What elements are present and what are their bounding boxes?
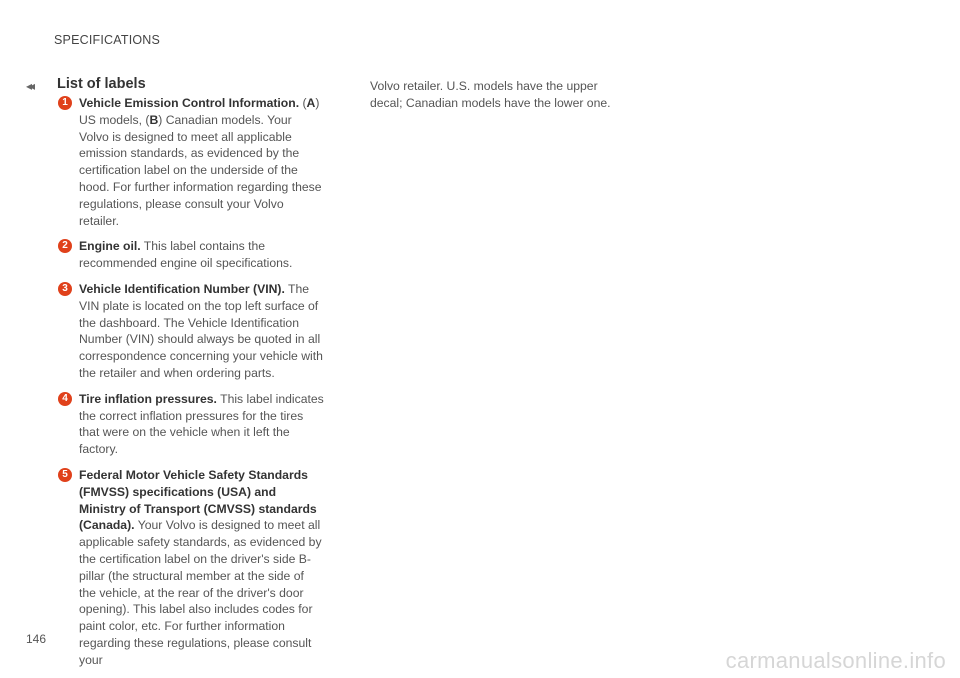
list-item-1 [58,95,324,229]
number-badge-4: 4 [58,392,72,406]
number-badge-3: 3 [58,282,72,296]
item-title: Vehicle Identification Number (VIN). [79,281,285,296]
item-title: Tire inflation pressures. [79,391,217,406]
number-badge-2: 2 [58,239,72,253]
item-text: Vehicle Identification Number (VIN). The VIN plate is located on the top left surface of the dashboard. The Vehicle Identification Number (VIN) should always be quoted in all correspondence concerning your vehicle with the retailer and when ordering parts. [79,281,323,380]
list-item-2 [58,238,324,272]
continuation-text: Volvo retailer. U.S. models have the upper decal; Canadian models have the lower one. [370,79,611,110]
label-a: A [306,96,316,110]
list-item-4 [58,391,324,458]
item-text: Engine oil. This label contains the recommended engine oil specifications. [79,239,293,271]
page-title: List of labels [57,76,146,92]
item-text: Tire inflation pressures. This label indicates the correct inflation pressures for the tires that were on the vehicle when it left the factory. [79,391,324,457]
watermark: carmanualsonline.info [725,648,946,673]
label-list [58,95,324,678]
section-header: SPECIFICATIONS [54,33,161,47]
continuation-column [370,78,622,112]
list-item-3 [58,281,324,382]
page-number: 146 [26,632,47,646]
number-badge-1: 1 [58,96,72,110]
item-title: Federal Motor Vehicle Safety Standards (FMVSS) specifications (USA) and Ministry of Transport (CMVSS) standards (Canada). [79,467,317,533]
list-item-5 [58,467,324,669]
item-text: Federal Motor Vehicle Safety Standards (FMVSS) specifications (USA) and Ministry of Transport (CMVSS) standards (Canada). Your Volvo is designed to meet all applicable safety standards, as evidenced by the certification label on the driver's side B-pillar (the structural member at the side of the vehicle, at the rear of the driver's door opening). This label also includes codes for paint color, etc. For further information regarding these regulations, please consult your [79,467,322,667]
item-title: Engine oil. [79,239,141,254]
item-text: Vehicle Emission Control Information. (A) US models, (B) Canadian models. Your Volvo is designed to meet all applicable emission standards, as evidenced by the certification label on the underside of the hood. For further information regarding these regulations, please consult your Volvo retailer. [79,96,322,228]
label-b: B [149,112,159,127]
continued-marker-icon: ◂◂ [26,79,33,93]
number-badge-5: 5 [58,468,72,482]
item-title: Vehicle Emission Control Information. [79,96,300,110]
